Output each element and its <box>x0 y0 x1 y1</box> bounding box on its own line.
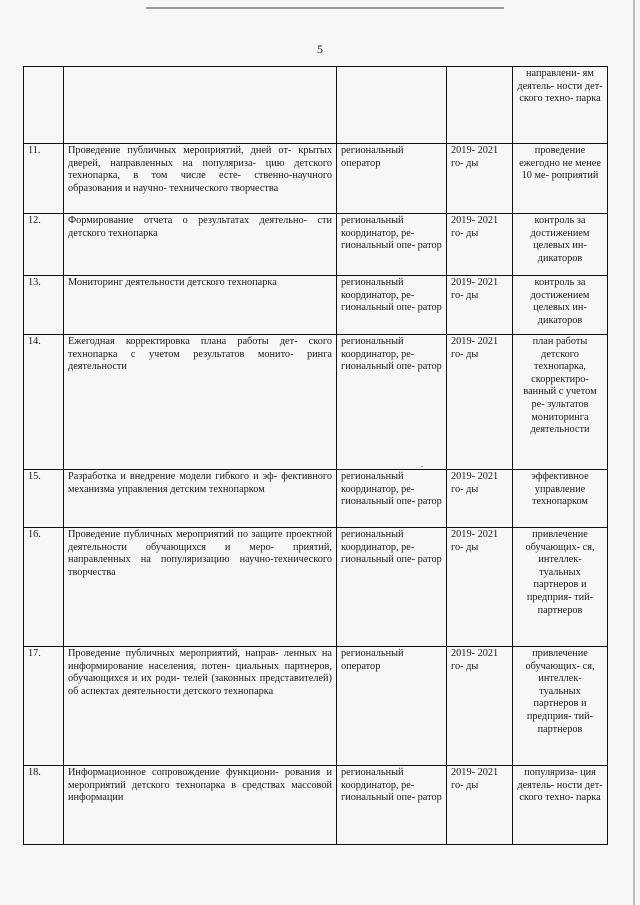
result-cell: контроль за достижением целевых ин- дикаторов <box>513 276 608 335</box>
term-cell: 2019- 2021 го- ды <box>447 647 513 766</box>
term-cell: 2019- 2021 го- ды <box>447 276 513 335</box>
result-cell: популяриза- ция деятель- ности дет- ского техно- парка <box>513 766 608 845</box>
row-number: 14. <box>24 335 64 470</box>
table-row <box>24 67 608 144</box>
row-number: 13. <box>24 276 64 335</box>
activity-cell: Информационное сопровождение функциони- рования и мероприятий детского технопарка в средствах массовой информации <box>64 766 337 845</box>
term-cell <box>447 67 513 144</box>
page-number: 5 <box>317 42 323 56</box>
table-row <box>24 647 608 766</box>
responsible-cell: региональный оператор <box>337 647 447 766</box>
term-cell: 2019- 2021 го- ды <box>447 766 513 845</box>
responsible-cell: региональный координатор, ре- гиональный опе- ратор <box>337 214 447 276</box>
term-cell: 2019- 2021 го- ды <box>447 214 513 276</box>
activity-cell: Разработка и внедрение модели гибкого и эф- фективного механизма управления детским технопарком <box>64 470 337 528</box>
row-number: 16. <box>24 528 64 647</box>
row-number: 17. <box>24 647 64 766</box>
responsible-cell: региональный оператор <box>337 144 447 214</box>
result-cell: проведение ежегодно не менее 10 ме- роприятий <box>513 144 608 214</box>
scan-dot-mark: . <box>421 459 424 469</box>
activity-cell: Мониторинг деятельности детского технопарка <box>64 276 337 335</box>
table-row <box>24 470 608 528</box>
responsible-cell: региональный координатор, ре- гиональный опе- ратор <box>337 766 447 845</box>
table-row <box>24 276 608 335</box>
row-number: 15. <box>24 470 64 528</box>
result-cell: контроль за достижением целевых ин- дикаторов <box>513 214 608 276</box>
row-number: 12. <box>24 214 64 276</box>
activity-cell: Проведение публичных мероприятий по защите проектной деятельности обучающихся и меро- приятий, направленных на популяризацию научно-технического творчества <box>64 528 337 647</box>
responsible-cell: региональный координатор, ре- гиональный опе- ратор <box>337 528 447 647</box>
activity-cell <box>64 67 337 144</box>
responsible-cell: региональный координатор, ре- гиональный опе- ратор <box>337 276 447 335</box>
table-row <box>24 528 608 647</box>
table-row <box>24 335 608 470</box>
result-cell: эффективное управление технопарком <box>513 470 608 528</box>
result-cell: привлечение обучающих- ся, интеллек- туальных партнеров и предприя- тий- партнеров <box>513 647 608 766</box>
activity-cell: Проведение публичных мероприятий, дней от- крытых дверей, направленных на популяриза- цию детского технопарка, в том числе есте- ственно-научного образования и научно- технического творчества <box>64 144 337 214</box>
term-cell: 2019- 2021 го- ды <box>447 470 513 528</box>
row-number: 18. <box>24 766 64 845</box>
result-cell: привлечение обучающих- ся, интеллек- туальных партнеров и предприя- тий- партнеров <box>513 528 608 647</box>
responsible-cell: региональный координатор, ре- гиональный опе- ратор <box>337 335 447 470</box>
term-cell: 2019- 2021 го- ды <box>447 528 513 647</box>
term-cell: 2019- 2021 го- ды <box>447 144 513 214</box>
table-row <box>24 214 608 276</box>
row-number: 11. <box>24 144 64 214</box>
responsible-cell <box>337 67 447 144</box>
result-cell: направлени- ям деятель- ности дет- ского техно- парка <box>513 67 608 144</box>
activity-plan-table <box>23 66 608 845</box>
activity-cell: Проведение публичных мероприятий, направ- ленных на информирование населения, потен- циальных партнеров, обучающихся и их роди- телей (законных представителей) об аспектах деятельности детского технопарка <box>64 647 337 766</box>
table-row <box>24 766 608 845</box>
result-cell: план работы детского технопарка, скорректиро- ванный с учетом ре- зультатов мониторинга деятельности <box>513 335 608 470</box>
term-cell: 2019- 2021 го- ды <box>447 335 513 470</box>
scan-right-edge <box>633 0 635 905</box>
activity-cell: Формирование отчета о результатах деятельно- сти детского технопарка <box>64 214 337 276</box>
responsible-cell: региональный координатор, ре- гиональный опе- ратор <box>337 470 447 528</box>
table-row <box>24 144 608 214</box>
row-number <box>24 67 64 144</box>
scan-top-rule <box>146 7 504 9</box>
activity-cell: Ежегодная корректировка плана работы дет- ского технопарка с учетом результатов монито- ринга деятельности <box>64 335 337 470</box>
